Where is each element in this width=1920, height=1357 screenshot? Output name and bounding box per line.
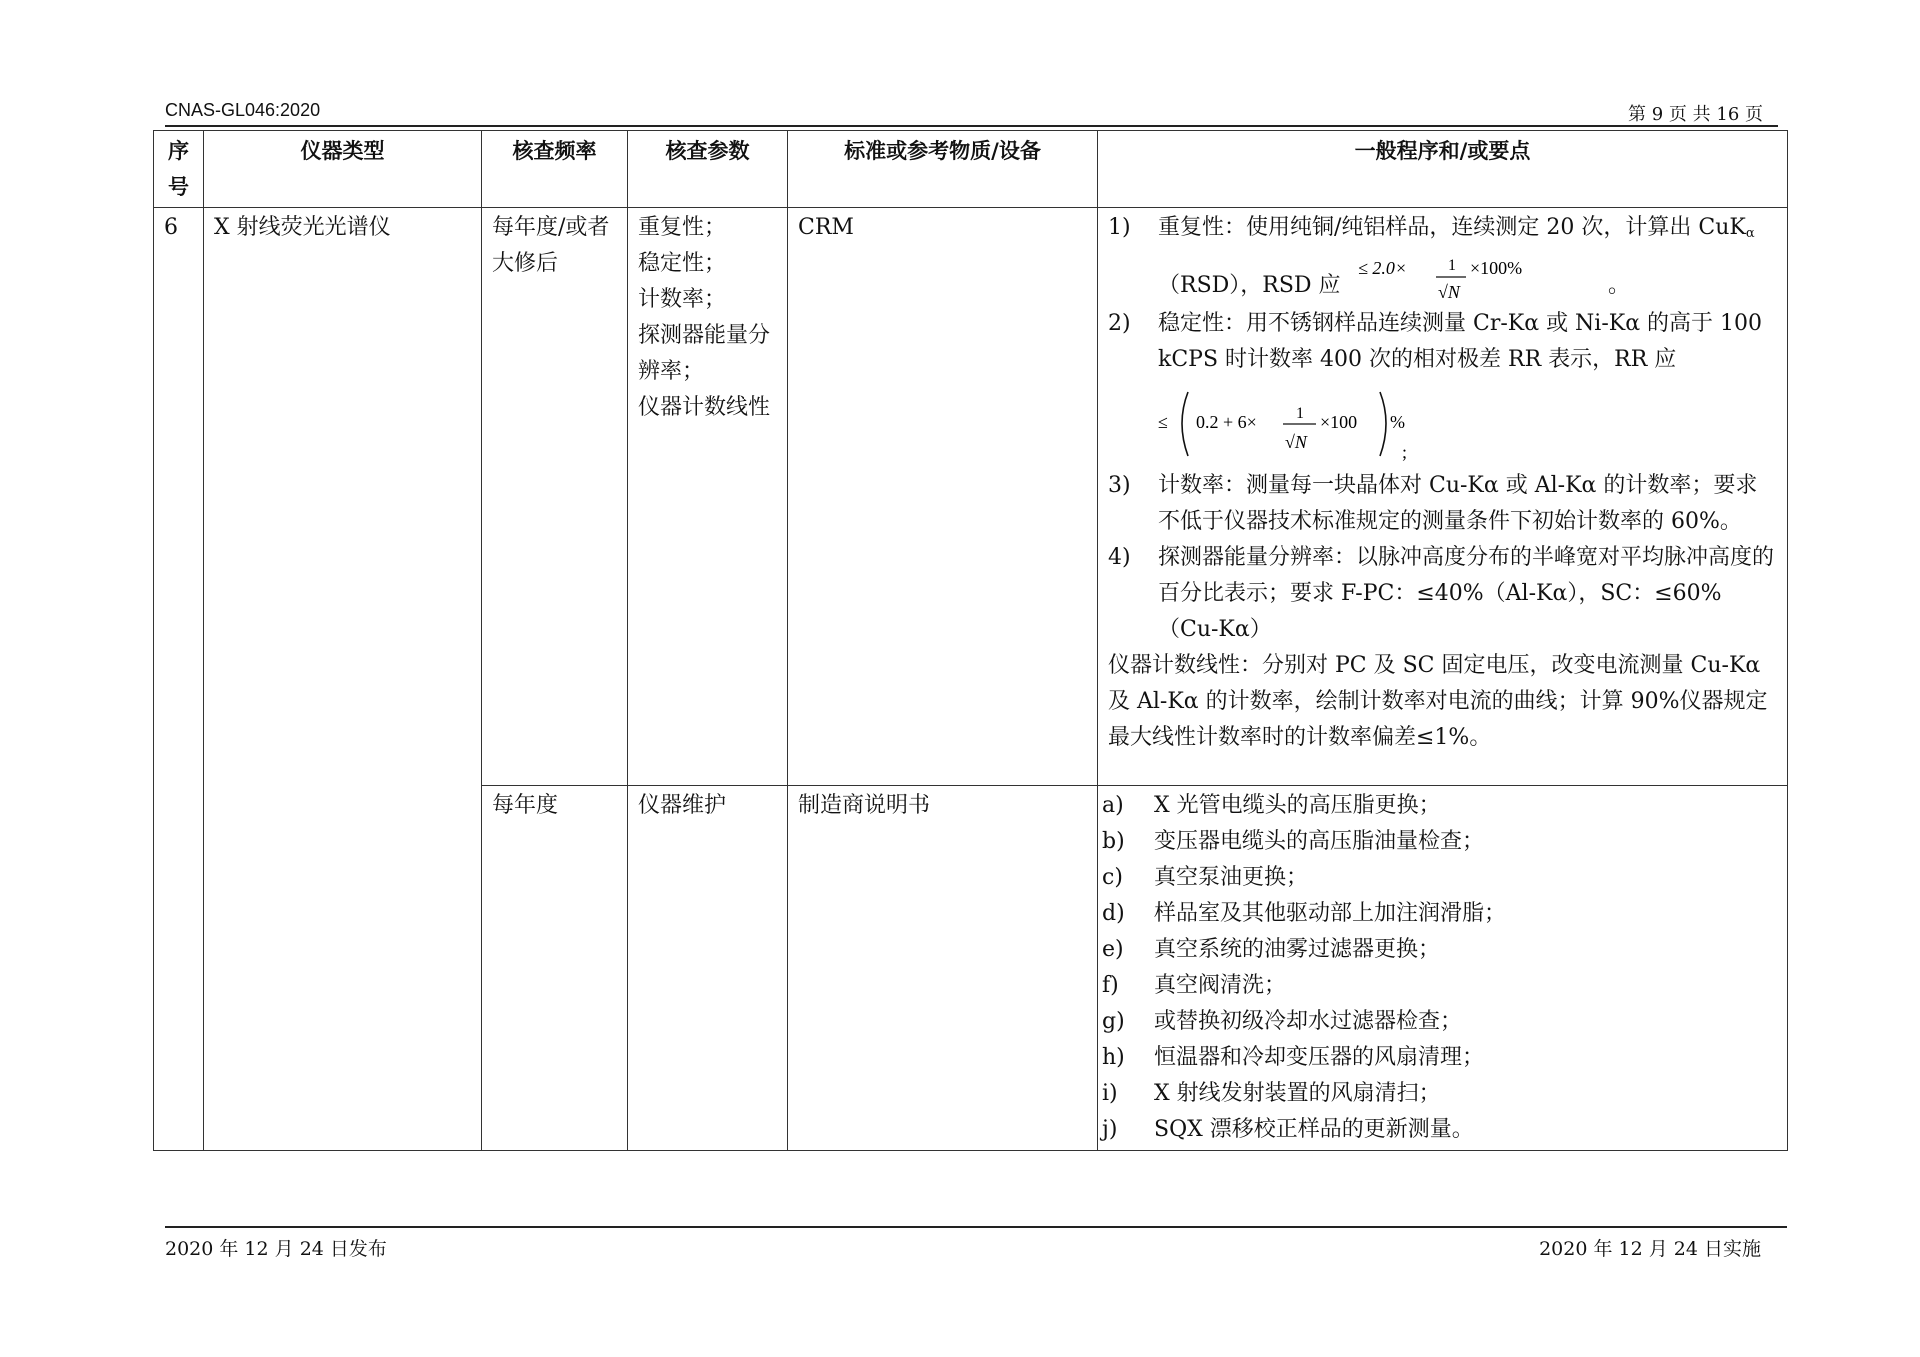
item-text: 变压器电缆头的高压脂油量检查；: [1154, 829, 1485, 854]
procedure-item: [1108, 306, 1777, 378]
svg-text:1: 1: [1296, 405, 1304, 422]
standard-cell: 制造商说明书: [788, 786, 1098, 1151]
parameters-cell: [628, 208, 788, 786]
svg-text:;: ;: [1402, 442, 1408, 462]
param-item: 计数率；: [638, 287, 727, 312]
item-text: 重复性：使用纯铜/纯铝样品，连续测定 20 次，计算出 CuK: [1158, 215, 1746, 240]
header-standard: 标准或参考物质/设备: [788, 131, 1098, 208]
item-text: 稳定性：用不锈钢样品连续测量 Cr-Kα 或 Ni-Kα 的高于 100 kCPS 时计数率 400 次的相对极差 RR 表示，RR 应: [1158, 311, 1763, 372]
item-number: g): [1102, 1009, 1125, 1034]
document-code: CNAS-GL046:2020: [165, 100, 321, 120]
svg-text:≤: ≤: [1158, 412, 1168, 432]
item-text: 或替换初级冷却水过滤器检查；: [1154, 1009, 1463, 1034]
item-text: 恒温器和冷却变压器的风扇清理；: [1154, 1045, 1485, 1070]
item-text: 样品室及其他驱动部上加注润滑脂；: [1154, 901, 1507, 926]
param-item: 重复性；: [638, 215, 727, 240]
item-number: b): [1102, 829, 1125, 854]
maintenance-item: [1102, 1040, 1777, 1076]
item-number: d): [1102, 901, 1125, 926]
header-instrument-type: 仪器类型: [204, 131, 482, 208]
item-text: 真空泵油更换；: [1154, 865, 1309, 890]
instrument-cell: X 射线荧光光谱仪: [204, 208, 482, 1151]
publish-date: 2020 年 12 月 24 日发布: [165, 1238, 387, 1260]
procedure-item: [1108, 468, 1777, 540]
header-seq: 序号: [154, 131, 204, 208]
svg-text:×100: ×100: [1320, 412, 1358, 432]
formula-line: [1108, 378, 1777, 468]
table-header-row: [154, 131, 1788, 208]
maintenance-item: [1102, 896, 1777, 932]
formula-rsd: [1358, 252, 1558, 306]
page-header: [165, 97, 1778, 127]
parameters-cell: 仪器维护: [628, 786, 788, 1151]
header-parameters: 核查参数: [628, 131, 788, 208]
item-number: e): [1102, 937, 1124, 962]
procedure-item: [1108, 648, 1777, 756]
item-text: SQX 漂移校正样品的更新测量。: [1154, 1117, 1474, 1142]
maintenance-item: [1102, 968, 1777, 1004]
maintenance-item: [1102, 824, 1777, 860]
header-frequency: 核查频率: [482, 131, 628, 208]
table-row: [154, 208, 1788, 786]
frequency-cell: 每年度: [482, 786, 628, 1151]
svg-text:1: 1: [1448, 257, 1456, 274]
procedure-item: 1) 重复性：使用纯铜/纯铝样品，连续测定 20 次，计算出 CuK$_\alpha$: [1108, 210, 1777, 252]
inspection-table: [153, 130, 1788, 1151]
item-number: f): [1102, 973, 1119, 998]
implement-date: 2020 年 12 月 24 日实施: [1539, 1238, 1761, 1260]
item-text: （RSD），RSD 应: [1158, 273, 1341, 298]
svg-text:%: %: [1390, 412, 1405, 432]
frequency-cell: 每年度/或者大修后: [482, 208, 628, 786]
item-number: 3): [1108, 473, 1131, 498]
formula-rr: [1158, 378, 1498, 468]
svg-text:0.2 + 6×: 0.2 + 6×: [1196, 412, 1257, 432]
header-procedure: 一般程序和/或要点: [1098, 131, 1788, 208]
seq-cell: 6: [154, 208, 204, 1151]
item-number: i): [1102, 1081, 1118, 1106]
procedure-cell: [1098, 208, 1788, 786]
maintenance-item: [1102, 1076, 1777, 1112]
svg-text:×100%: ×100%: [1470, 258, 1523, 278]
standard-cell: CRM: [788, 208, 1098, 786]
item-number: a): [1102, 793, 1124, 818]
procedure-item: [1108, 540, 1777, 648]
param-item: 仪器计数线性: [638, 395, 771, 420]
svg-text:≤ 2.0×: ≤ 2.0×: [1358, 258, 1408, 278]
param-item: 探测器能量分辨率；: [638, 323, 771, 384]
maintenance-item: [1102, 860, 1777, 896]
maintenance-item: [1102, 932, 1777, 968]
item-number: j): [1102, 1117, 1118, 1142]
item-number: h): [1102, 1045, 1125, 1070]
item-text: 计数率：测量每一块晶体对 Cu-Kα 或 Al-Kα 的计数率；要求不低于仪器技术标准规定的测量条件下初始计数率的 60%。: [1158, 473, 1758, 534]
item-text: 真空系统的油雾过滤器更换；: [1154, 937, 1441, 962]
item-text: X 光管电缆头的高压脂更换；: [1154, 793, 1441, 818]
page-footer: [165, 1226, 1787, 1258]
maintenance-item: [1102, 788, 1777, 824]
item-text: 探测器能量分辨率：以脉冲高度分布的半峰宽对平均脉冲高度的百分比表示；要求 F-PC：≤40%（Al-Kα），SC：≤60%（Cu-Kα）: [1158, 545, 1775, 642]
page-number: 第 9 页 共 16 页: [1628, 104, 1763, 125]
item-number: c): [1102, 865, 1123, 890]
item-text: 真空阀清洗；: [1154, 973, 1287, 998]
item-number: 1): [1108, 215, 1131, 240]
item-number: 4): [1108, 545, 1131, 570]
formula-end-mark: 。: [1608, 273, 1631, 298]
param-item: 稳定性；: [638, 251, 727, 276]
svg-text:√N: √N: [1285, 432, 1307, 452]
maintenance-item: [1102, 1004, 1777, 1040]
item-text: 仪器计数线性：分别对 PC 及 SC 固定电压，改变电流测量 Cu-Kα 及 Al-Kα 的计数率，绘制计数率对电流的曲线；计算 90%仪器规定最大线性计数率时的计数率偏差≤1%。: [1108, 653, 1768, 750]
item-text: X 射线发射装置的风扇清扫；: [1154, 1081, 1441, 1106]
formula-line: [1108, 252, 1777, 306]
maintenance-item: [1102, 1112, 1777, 1148]
maintenance-cell: [1098, 786, 1788, 1151]
svg-text:√N: √N: [1438, 282, 1460, 302]
item-number: 2): [1108, 311, 1131, 336]
